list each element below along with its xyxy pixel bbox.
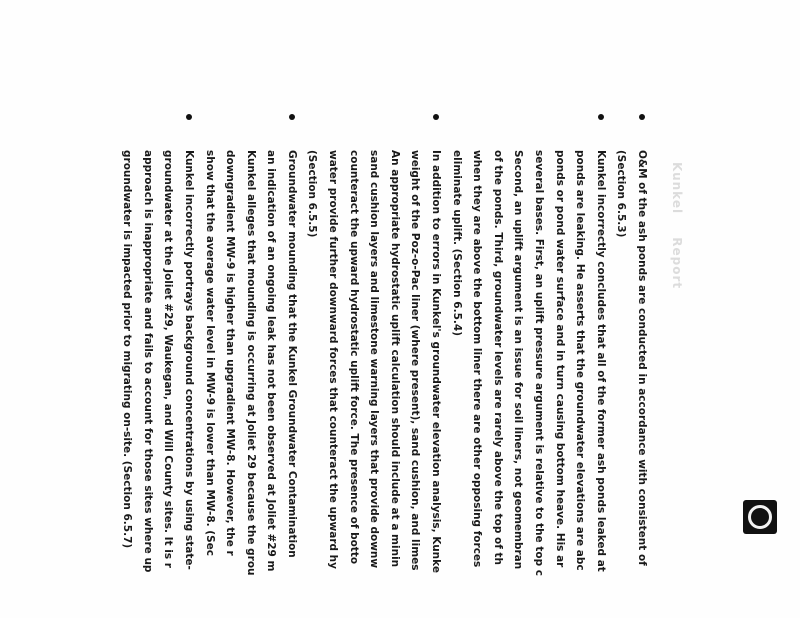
bullet-line: In addition to errors in Kunkel's groundwater elevation analysis, Kunke	[430, 150, 443, 573]
bullet-line: ponds or pond water surface and in turn causing bottom heave. His ar	[553, 150, 566, 568]
bullet-line: ponds are leaking. He asserts that the groundwater elevations are abc	[574, 150, 587, 571]
bullet-line: approach is inappropriate and fails to account for those sites where up	[141, 150, 154, 573]
rotated-page-content	[121, 102, 690, 618]
bullet-item	[117, 102, 199, 618]
logo-ring	[748, 505, 772, 529]
bullet-dot	[289, 114, 295, 120]
faint-header	[670, 162, 684, 307]
bullet-line: Kunkel incorrectly portrays background concentrations by using state-	[182, 150, 195, 570]
bullet-item	[611, 102, 652, 618]
bullet-item	[199, 102, 302, 618]
bullet-line: when they are above the bottom liner there are other opposing forces	[471, 150, 484, 568]
bullet-list	[117, 102, 652, 618]
bullet-line: (Section 6.5.5)	[306, 150, 319, 238]
faint-header-word: Kunkel	[670, 162, 684, 215]
bullet-item	[446, 102, 611, 618]
bullet-line: Kunkel alleges that mounding is occurring at Joliet 29 because the grou	[244, 150, 257, 576]
bullet-line: Kunkel incorrectly concludes that all of the former ash ponds leaked at	[594, 150, 607, 572]
bullet-line: downgradient MW-9 is higher than upgradient MW-8. However, the r	[224, 150, 237, 556]
bullet-dot	[639, 114, 645, 120]
bullet-dot	[186, 114, 192, 120]
bullet-line: Groundwater mounding that the Kunkel Groundwater Contamination	[285, 150, 298, 558]
bullet-line: several bases. First, an uplift pressure argument is relative to the top c	[533, 150, 546, 576]
bullet-line: An appropriate hydrostatic uplift calculation should include at a minin	[388, 150, 401, 568]
bullet-line: eliminate uplift. (Section 6.5.4)	[450, 150, 463, 337]
bullet-line: weight of the Poz-o-Pac liner (where present), sand cushion, and limes	[409, 150, 422, 571]
bullet-line: of the ponds. Third, groundwater levels are rarely above the top of th	[491, 150, 504, 565]
bullet-line: counteract the upward hydrostatic uplift force. The presence of botto	[347, 150, 360, 565]
bullet-line: an indication of an ongoing leak has not been observed at Joliet #29 m	[265, 150, 278, 572]
logo-icon	[743, 500, 777, 534]
bullet-dot	[598, 114, 604, 120]
bullet-line: show that the average water level in MW-9 is lower than MW-8. (Sec	[203, 150, 216, 556]
bullet-line: O&M of the ash ponds are conducted in accordance with consistent of	[636, 150, 648, 566]
bullet-line: groundwater at the Joliet #29, Waukegan, and Will County sites. It is r	[162, 150, 175, 568]
faint-header-word: Report	[670, 237, 684, 290]
bullet-line: Second, an uplift argument is an issue for soil liners, not geomembran	[512, 150, 525, 570]
bullet-line: (Section 6.5.3)	[615, 150, 628, 238]
bullet-item	[302, 102, 446, 618]
bullet-line: water provide further downward forces that counteract the upward hy	[327, 150, 340, 569]
bullet-line: groundwater is impacted prior to migrating on-site. (Section 6.5.7)	[121, 150, 134, 549]
bullet-line: sand cushion layers and limestone warning layers that provide downw	[368, 150, 381, 569]
bullet-dot	[433, 114, 439, 120]
